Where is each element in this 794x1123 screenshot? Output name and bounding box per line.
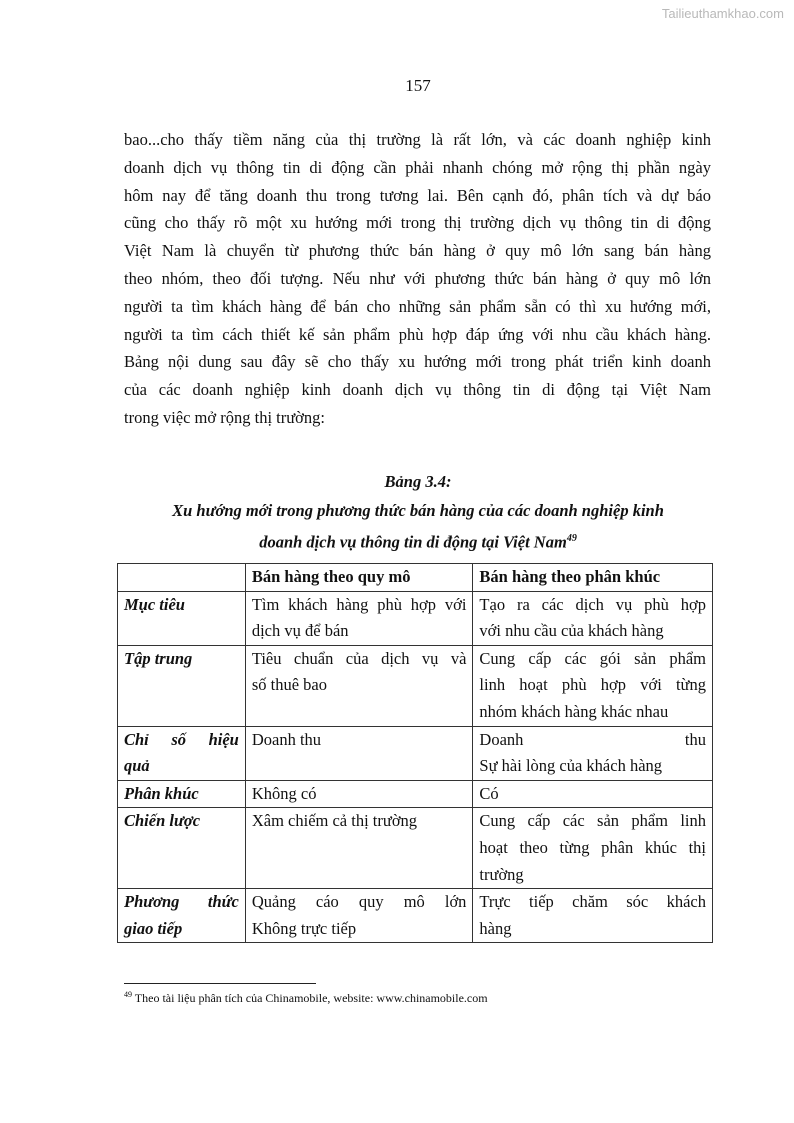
table-title-text: doanh dịch vụ thông tin di động tại Việt Nam [259,532,567,552]
footnote-number: 49 [124,990,132,999]
table-cell [245,726,473,780]
cell-line: Không trực tiếp [251,918,357,938]
cell-line: Cung cấp các gói sản phẩm [479,648,706,668]
paragraph-line: theo nhóm, theo đối tượng. Nếu như với phương thức bán hàng ở quy mô lớn [124,268,711,288]
cell-line: Có [479,783,499,803]
table-title-line-1: Xu hướng mới trong phương thức bán hàng của các doanh nghiệp kinh [172,500,664,520]
footnote [124,990,488,1006]
page-number: 157 [405,76,431,95]
watermark: Tailieuthamkhao.com [661,6,784,21]
paragraph-line: doanh dịch vụ thông tin di động cần phải nhanh chóng mở rộng thị phần ngày [124,157,711,177]
column-header: Bán hàng theo phân khúc [473,564,713,592]
row-label-cell [118,726,246,780]
cell-line: Tìm khách hàng phù hợp với [251,594,467,614]
cell-line: Sự hài lòng của khách hàng [479,756,663,776]
table-row [118,889,713,943]
cell-line: Quảng cáo quy mô lớn [251,892,467,912]
cell-line: với nhu cầu của khách hàng [479,621,664,641]
cell-line: Phương thức [124,892,239,912]
table-cell [245,591,473,645]
table-body [118,591,713,943]
sales-trend-table [117,563,713,943]
paragraph-line: cũng cho thấy rõ một xu hướng mới trong thị trường dịch vụ thông tin di động [124,213,711,233]
cell-line: Phân khúc [124,783,199,803]
table-cell [245,889,473,943]
cell-line: quả [124,756,150,776]
table-cell [473,645,713,726]
paragraph-line: Việt Nam là chuyển từ phương thức bán hàng ở quy mô lớn sang bán hàng [124,241,711,261]
paragraph-line: Bảng nội dung sau đây sẽ cho thấy xu hướng mới trong phát triển kinh doanh [124,352,711,372]
table-cell [245,645,473,726]
cell-line: Chỉ số hiệu [124,729,239,749]
cell-line: Xâm chiếm cả thị trường [251,811,418,831]
table-cell [473,889,713,943]
table-cell [473,808,713,889]
cell-line: số thuê bao [251,675,327,695]
row-label-cell [118,808,246,889]
cell-line: Tạo ra các dịch vụ phù hợp [479,594,706,614]
table-row [118,726,713,780]
cell-line: hàng [479,918,512,938]
cell-line: Chiến lược [124,811,201,831]
table-title-line-2 [110,525,726,557]
paragraph-line: người ta tìm cách thiết kế sản phẩm phù hợp đáp ứng với nhu cầu khách hàng. [124,324,711,344]
cell-line: trường [479,864,524,884]
cell-line: nhóm khách hàng khác nhau [479,701,669,721]
table-cell [473,591,713,645]
table-header [118,564,713,592]
row-label-cell [118,889,246,943]
column-header: Bán hàng theo quy mô [245,564,473,592]
paragraph-line: của các doanh nghiệp kinh doanh dịch vụ thông tin di động tại Việt Nam [124,380,711,400]
column-header [118,564,246,592]
table-row [118,591,713,645]
row-label-cell [118,591,246,645]
cell-line: dịch vụ để bán [251,621,349,641]
cell-line: Mục tiêu [124,594,185,614]
cell-line: hoạt theo từng phân khúc thị [479,837,706,857]
table-label: Bảng 3.4: [384,472,452,491]
row-label-cell [118,780,246,808]
table-cell [245,808,473,889]
table-caption [110,468,726,557]
cell-line: Không có [251,783,317,803]
cell-line: Tiêu chuẩn của dịch vụ và [251,648,467,668]
body-paragraph [124,126,711,432]
paragraph-line: người ta tìm khách hàng để bán cho những sản phẩm sẵn có thì xu hướng mới, [124,296,711,316]
table-row [118,808,713,889]
cell-line: Tập trung [124,648,193,668]
paragraph-line: trong việc mở rộng thị trường: [124,407,325,427]
cell-line: Doanh thu [251,729,322,749]
cell-line: linh hoạt phù hợp với từng [479,675,706,695]
paragraph-line: hôm nay để tăng doanh thu trong tương lai. Bên cạnh đó, phân tích và dự báo [124,185,711,205]
cell-line: Cung cấp các sản phẩm linh [479,811,706,831]
row-label-cell [118,645,246,726]
table-header-row [118,564,713,592]
paragraph-line: bao...cho thấy tiềm năng của thị trường là rất lớn, và các doanh nghiệp kinh [124,130,711,149]
cell-line: Doanh thu [479,729,706,749]
footnote-divider [124,983,316,984]
table-cell [473,726,713,780]
footnote-reference: 49 [566,533,577,544]
table-cell [245,780,473,808]
cell-line: giao tiếp [124,918,183,938]
table-row [118,780,713,808]
cell-line: Trực tiếp chăm sóc khách [479,892,706,912]
table-row [118,645,713,726]
table-cell [473,780,713,808]
footnote-text: Theo tài liệu phân tích của Chinamobile, website: www.chinamobile.com [134,991,488,1005]
